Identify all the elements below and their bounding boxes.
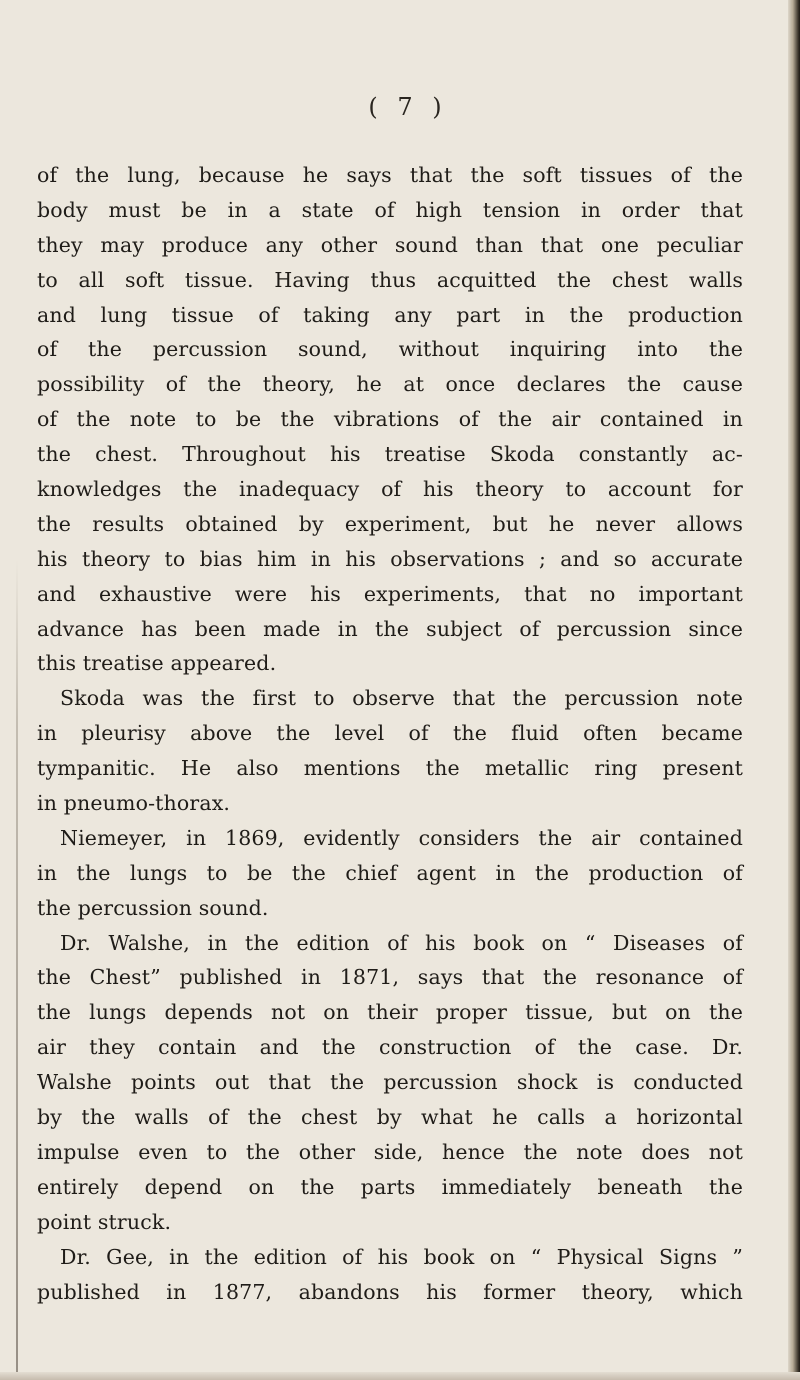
text-line: and exhaustive were his experiments, that no important (37, 581, 743, 606)
text-line: of the lung, because he says that the soft tissues of the (37, 163, 743, 187)
text-line: of the percussion sound, without inquiring into the (37, 337, 743, 362)
text-line: tympanitic. He also mentions the metallic ring present (37, 756, 743, 781)
body-text (37, 158, 743, 1309)
text-line: in pleurisy above the level of the fluid often became (37, 721, 743, 746)
text-line: and lung tissue of taking any part in the production (37, 302, 743, 327)
text-line: in the lungs to be the chief agent in the production of (37, 860, 743, 885)
paragraph-start-line: Dr. Gee, in the edition of his book on “ Physical Signs ” (60, 1244, 743, 1269)
paragraph-start-line: Dr. Walshe, in the edition of his book on “ Diseases of (60, 930, 743, 955)
text-line: Walshe points out that the percussion shock is conducted (37, 1070, 743, 1095)
text-line: to all soft tissue. Having thus acquitted the chest walls (37, 267, 743, 292)
page-number: ( 7 ) (368, 93, 448, 121)
page-bottom-edge (0, 1372, 800, 1380)
text-line: the results obtained by experiment, but he never allows (37, 511, 743, 536)
text-line: of the note to be the vibrations of the air contained in (37, 407, 743, 432)
text-line: they may produce any other sound than that one peculiar (37, 232, 743, 257)
paragraph-end-line: in pneumo-thorax. (37, 791, 231, 816)
text-line: air they contain and the construction of the case. Dr. (37, 1035, 743, 1060)
paragraph-start-line: Niemeyer, in 1869, evidently considers the air contained (60, 825, 743, 850)
text-line: advance has been made in the subject of percussion since (37, 616, 743, 641)
text-line: the Chest” published in 1871, says that the resonance of (37, 965, 743, 990)
text-line: entirely depend on the parts immediately beneath the (37, 1174, 743, 1199)
binding-margin-shadow (16, 560, 18, 1380)
paragraph-start-line: Skoda was the first to observe that the percussion note (60, 686, 743, 711)
text-line: impulse even to the other side, hence the note does not (37, 1139, 743, 1164)
paragraph-end-line: this treatise appeared. (37, 651, 277, 676)
text-line: his theory to bias him in his observations ; and so accurate (37, 546, 743, 571)
text-line: the chest. Throughout his treatise Skoda constantly ac- (37, 442, 743, 467)
paragraph-end-line: point struck. (37, 1209, 172, 1234)
paragraph-end-line: the percussion sound. (37, 895, 269, 920)
text-line: published in 1877, abandons his former theory, which (37, 1279, 743, 1304)
text-line: knowledges the inadequacy of his theory to account for (37, 477, 743, 502)
text-line: by the walls of the chest by what he calls a horizontal (37, 1105, 743, 1130)
page-edge-shadow (788, 0, 800, 1380)
text-line: possibility of the theory, he at once declares the cause (37, 372, 743, 397)
text-line: body must be in a state of high tension in order that (37, 197, 743, 222)
text-line: the lungs depends not on their proper tissue, but on the (37, 1000, 743, 1025)
